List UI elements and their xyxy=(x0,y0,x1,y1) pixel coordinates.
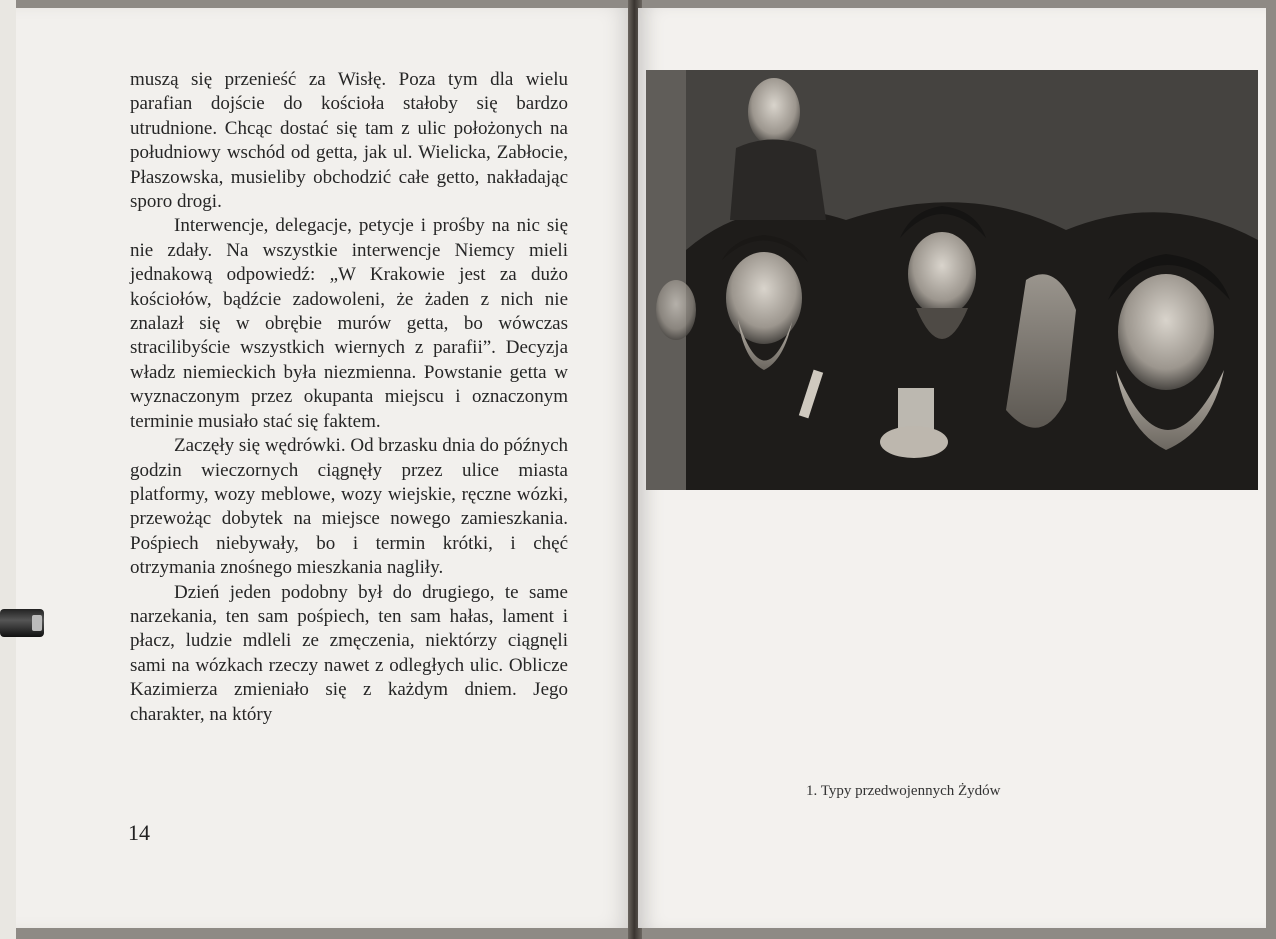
paragraph-2: Interwencje, delegacje, petycje i prośby na nic się nie zdały. Na wszystkie interwencje Niemcy mieli jednakową odpowiedź: „W Krakowie jest za dużo kościołów, bądźcie zadowoleni, że żaden z nich nie znalazł się w obrębie murów getta, bo wówczas stracilibyście wszystkich wiernych z parafii”. Decyzja władz niemieckich była niezmienna. Powstanie getta w wyznaczonym przez okupanta miejscu i oznaczonym terminie musiało stać się faktem. xyxy=(130,215,568,432)
bookmark-tab xyxy=(0,609,44,637)
photo-caption: 1. Typy przedwojennych Żydów xyxy=(806,783,1001,799)
paragraph-4: Dzień jeden podobny był do drugiego, te same narzekania, ten sam pośpiech, ten sam hałas, lament i płacz, ludzie mdleli ze zmęczenia, niektórzy ciągnęli sami na wózkach rzeczy nawet z odległych ulic. Oblicze Kazimierza zmieniało się z każdym dniem. Jego charakter, na który xyxy=(130,581,568,725)
page-number: 14 xyxy=(128,820,150,845)
paragraph-3: Zaczęły się wędrówki. Od brzasku dnia do późnych godzin wieczornych ciągnęły przez ulice miasta platformy, wozy meblowe, wozy wiejskie, ręczne wózki, przewożąc dobytek na miejsce nowego zamieszkania. Pośpiech niebywały, bo i termin krótki, i chęć otrzymania znośnego mieszkania nagliły. xyxy=(130,435,568,579)
adjacent-page-edge xyxy=(0,0,16,939)
photograph xyxy=(646,70,1258,490)
left-page-body-text xyxy=(130,68,568,727)
left-page xyxy=(16,8,632,928)
right-page xyxy=(638,8,1266,928)
paragraph-1: muszą się przenieść za Wisłę. Poza tym dla wielu parafian dojście do kościoła stałoby się bardzo utrudnione. Chcąc dostać się tam z ulic położonych na południowy wschód od getta, jak ul. Wielicka, Zabłocie, Płaszowska, musieliby obchodzić całe getto, nakładając sporo drogi. xyxy=(130,69,568,213)
